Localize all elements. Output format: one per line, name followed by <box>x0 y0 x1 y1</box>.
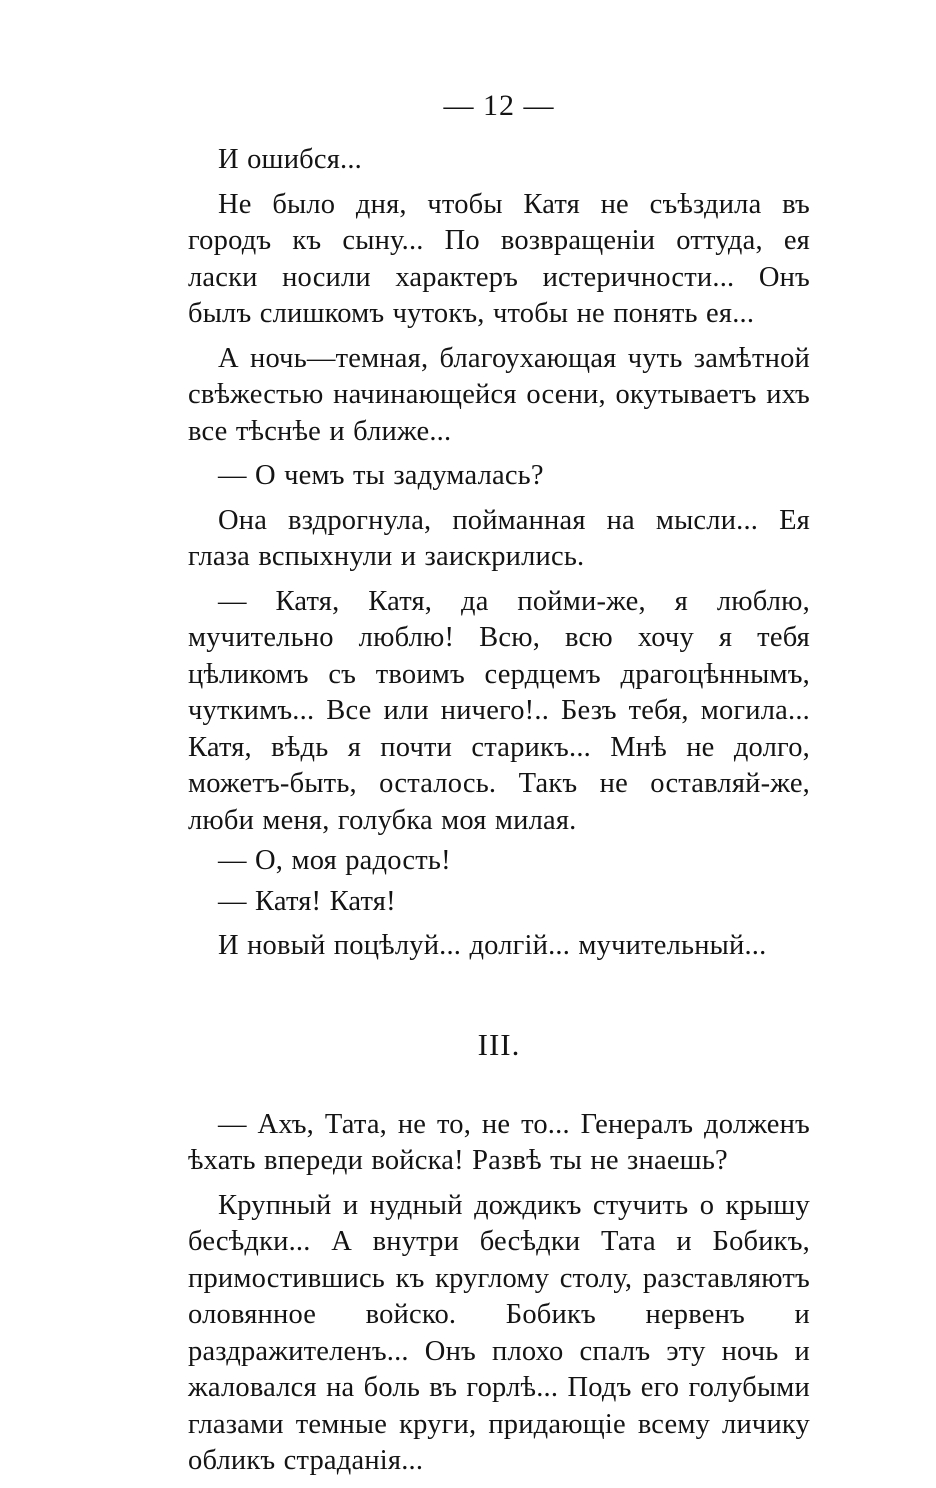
text-column <box>188 80 810 1488</box>
page-number: — 12 — <box>443 89 555 122</box>
paragraph: И ошибся... <box>218 144 362 175</box>
dialogue-line: — Катя, Катя, да пойми-же, я люблю, мучительно люблю! Всю, всю хочу я тебя цѣликомъ съ твоимъ сердцемъ драгоцѣннымъ, чуткимъ... Все или ничего!.. Безъ тебя, могила... Катя, вѣдь я почти старикъ... Мнѣ не долго, можетъ-быть, осталось. Такъ не оставляй-же, люби меня, голубка моя милая. <box>188 585 810 836</box>
paragraph: Крупный и нудный дождикъ стучить о крышу бесѣдки... А внутри бесѣдки Тата и Бобикъ, примостившись къ круглому столу, разставляютъ оловянное войско. Бобикъ нервенъ и раздражителенъ... Онъ плохо спалъ эту ночь и жаловался на боль въ горлѣ... Подъ его голубыми глазами темные круги, придающіе всему личику обликъ страданія... <box>188 1189 810 1476</box>
dialogue-line: — Ахъ, Тата, не то, не то... Генералъ долженъ ѣхать впереди войска! Развѣ ты не знаешь? <box>188 1108 810 1176</box>
paragraph: А ночь—темная, благоухающая чуть замѣтной свѣжестью начинающейся осени, окутываетъ ихъ все тѣснѣе и ближе... <box>188 342 810 447</box>
dialogue-line: — О чемъ ты задумалась? <box>218 460 544 491</box>
paragraph: Она вздрогнула, пойманная на мысли... Ея глаза вспыхнули и заискрились. <box>188 504 810 572</box>
paragraph: Не было дня, чтобы Катя не съѣздила въ городъ къ сыну... По возвращеніи оттуда, ея ласки носили характеръ истеричности... Онъ былъ слишкомъ чутокъ, чтобы не понять ея... <box>188 188 810 329</box>
chapter-heading: III. <box>477 1026 521 1062</box>
paragraph: И новый поцѣлуй... долгій... мучительный... <box>218 930 767 961</box>
dialogue-line: — О, моя радость! <box>218 845 451 876</box>
dialogue-line: — Катя! Катя! <box>218 885 396 917</box>
